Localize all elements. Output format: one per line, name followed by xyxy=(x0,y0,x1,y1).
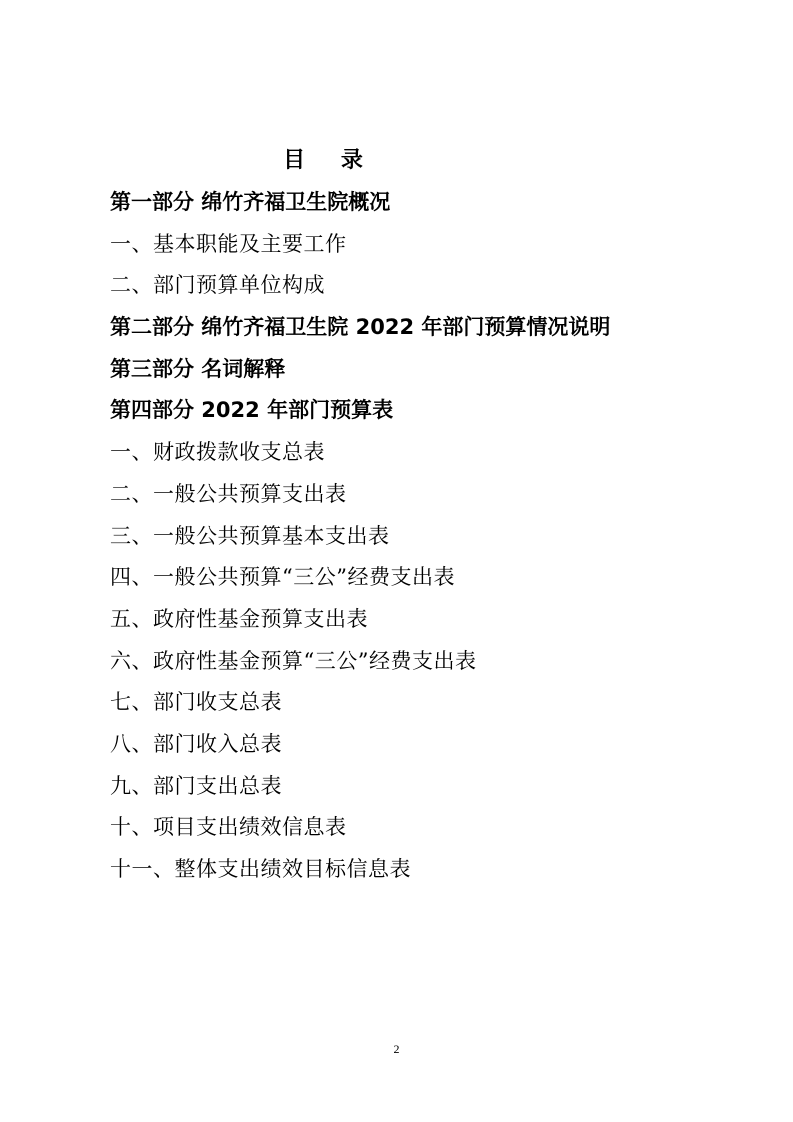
toc-entry-fund-three-public: 六、政府性基金预算“三公”经费支出表 xyxy=(110,648,477,673)
page-title: 目 录 xyxy=(283,148,377,173)
toc-entry-dept-summary: 七、部门收支总表 xyxy=(110,690,282,715)
page-number: 2 xyxy=(393,1042,400,1056)
toc-entry-dept-income: 八、部门收入总表 xyxy=(110,731,282,756)
toc-entry-dept-expenditure: 九、部门支出总表 xyxy=(110,773,282,798)
toc-entry-part-2: 第二部分 绵竹齐福卫生院 2022 年部门预算情况说明 xyxy=(110,315,611,340)
toc-entry-basic-functions: 一、基本职能及主要工作 xyxy=(110,231,347,256)
toc-entry-part-3: 第三部分 名词解释 xyxy=(110,356,286,381)
toc-entry-overall-performance: 十一、整体支出绩效目标信息表 xyxy=(110,857,411,881)
toc-entry-general-three-public: 四、一般公共预算“三公”经费支出表 xyxy=(110,565,455,590)
toc-entry-budget-units: 二、部门预算单位构成 xyxy=(110,273,325,298)
toc-entry-general-budget-expenditure: 二、一般公共预算支出表 xyxy=(110,481,347,506)
table-of-contents xyxy=(110,185,710,894)
toc-entry-fiscal-summary: 一、财政拨款收支总表 xyxy=(110,440,325,465)
toc-entry-part-1: 第一部分 绵竹齐福卫生院概况 xyxy=(110,190,391,214)
toc-entry-part-4: 第四部分 2022 年部门预算表 xyxy=(110,398,394,423)
toc-entry-project-performance: 十、项目支出绩效信息表 xyxy=(110,815,347,840)
toc-entry-fund-budget-expenditure: 五、政府性基金预算支出表 xyxy=(110,606,368,631)
toc-entry-general-basic-expenditure: 三、一般公共预算基本支出表 xyxy=(110,523,390,548)
